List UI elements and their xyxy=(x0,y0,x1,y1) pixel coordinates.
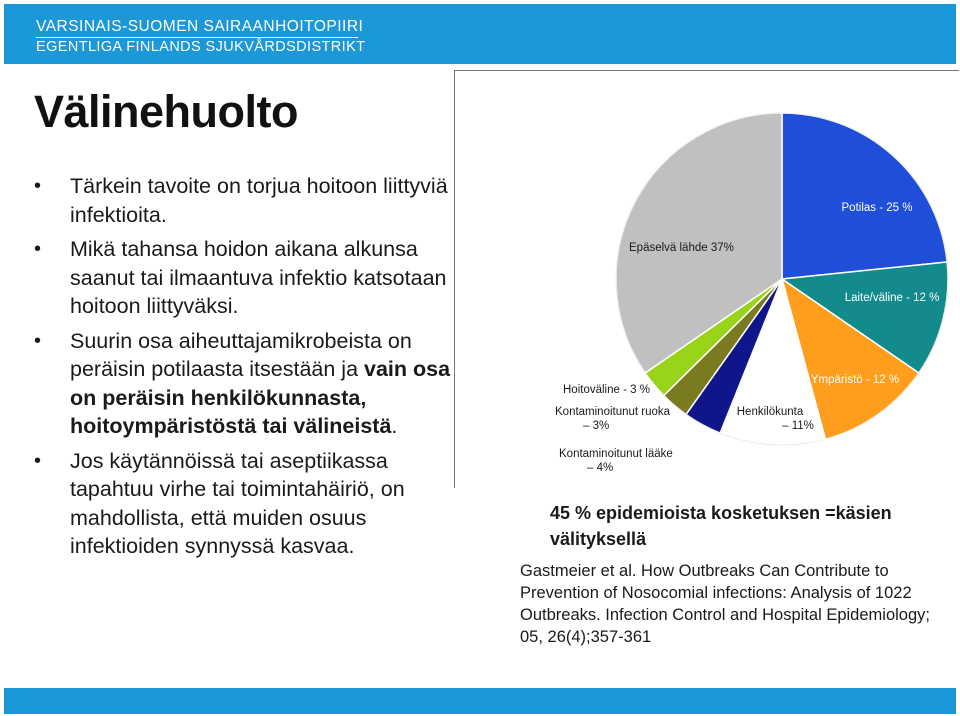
pie-slice xyxy=(782,113,947,279)
slice-label: Laite/väline - 12 % xyxy=(844,292,940,304)
org-name-finnish: VARSINAIS-SUOMEN SAIRAANHOITOPIIRI xyxy=(36,18,364,35)
slice-label: Kontaminoitunut lääke – 4% xyxy=(559,448,673,474)
slice-label: Hoitoväline - 3 % xyxy=(563,384,650,396)
bullet-marker: • xyxy=(34,238,42,260)
slice-label: Ympäristö - 12 % xyxy=(810,374,900,386)
chart-caption: 45 % epidemioista kosketuksen =käsien välityksellä xyxy=(550,503,892,549)
bullet-marker: • xyxy=(34,175,42,197)
pie-chart-frame xyxy=(454,70,959,488)
header-band xyxy=(4,4,956,64)
bullet-marker: • xyxy=(34,449,42,472)
page-title: Välinehuolto xyxy=(34,86,298,137)
bullet-text: Tärkein tavoite on torjua hoitoon liittyviä infektioita. xyxy=(70,174,448,227)
bullet-text: Suurin osa aiheuttajamikrobeista on peräisin potilaasta itsestään ja xyxy=(70,328,412,381)
bullet-text: Mikä tahansa hoidon aikana alkunsa saanut tai ilmaantuva infektio katsotaan hoitoon liittyväksi. xyxy=(70,237,447,318)
bullet-text: Jos käytännöissä tai aseptiikassa tapahtuu virhe tai toimintahäiriö, on mahdollista, että muiden osuus infektioiden synnyssä kasvaa. xyxy=(70,448,405,558)
pie-chart xyxy=(455,71,959,488)
footer-band xyxy=(4,688,956,714)
slice-label: Potilas - 25 % xyxy=(841,202,913,214)
bullet-text-emphasis: vain osa on peräisin henkilökunnasta, hoitoympäristöstä tai välineistä xyxy=(70,357,451,438)
slice-label: Henkilökunta – 11% xyxy=(736,406,814,432)
org-name-swedish: EGENTLIGA FINLANDS SJUKVÅRDSDISTRIKT xyxy=(36,39,366,55)
org-divider xyxy=(36,37,358,38)
bullet-item xyxy=(34,172,454,229)
reference-citation: Gastmeier et al. How Outbreaks Can Contribute to Prevention of Nosocomial infections: Analysis of 1022 Outbreaks. Infection Control and Hospital Epidemiology; 05, 26(4);357-361 xyxy=(520,562,930,646)
slice-label: Epäselvä lähde 37% xyxy=(629,242,734,254)
bullet-item xyxy=(34,327,454,441)
slice-label: Kontaminoitunut ruoka – 3% xyxy=(555,406,671,432)
bullet-list xyxy=(34,172,454,567)
bullet-text-tail: . xyxy=(391,414,398,438)
bullet-item xyxy=(34,447,454,561)
bullet-item xyxy=(34,235,454,321)
bullet-marker: • xyxy=(34,329,42,352)
